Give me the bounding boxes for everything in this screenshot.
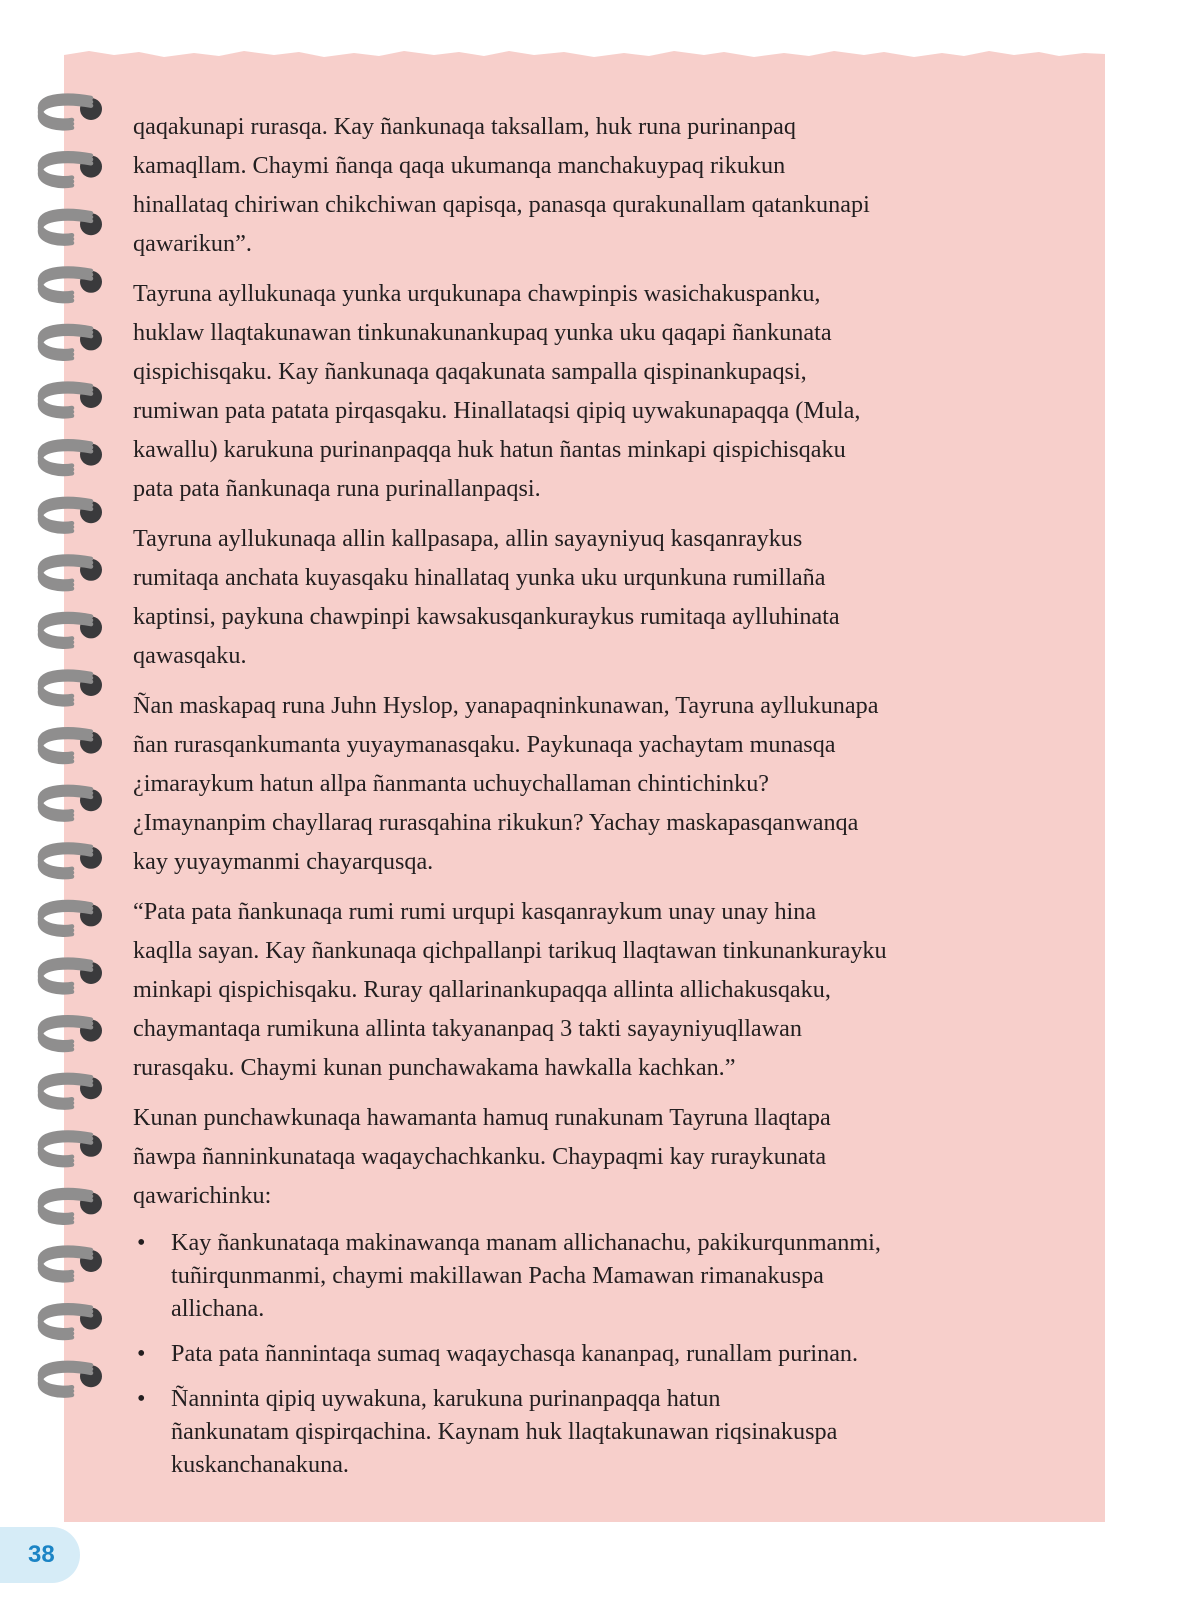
- binding-ring-icon: [40, 211, 102, 244]
- torn-paper-edge: [64, 50, 1105, 64]
- bullet-dot-icon: •: [137, 1340, 146, 1367]
- binding-ring-icon: [40, 902, 102, 935]
- bullet-list: [133, 1226, 1068, 1481]
- binding-ring-icon: [40, 1017, 102, 1050]
- text-line: kawallu) karukuna purinanpaqqa huk hatun ñantas minkapi qispichisqaku: [133, 436, 846, 463]
- bullet-item: [133, 1382, 1068, 1481]
- text-line: qawarichinku:: [133, 1182, 272, 1209]
- bullet-line: allichana.: [171, 1295, 265, 1322]
- text-line: qaqakunapi rurasqa. Kay ñankunaqa taksallam, huk runa purinanpaq: [133, 113, 796, 140]
- text-line: qawarikun”.: [133, 230, 252, 257]
- text-line: rumitaqa anchata kuyasqaku hinallataq yunka uku urqunkuna rumillaña: [133, 564, 826, 591]
- page-number: 38: [28, 1541, 55, 1568]
- text-line: hinallataq chiriwan chikchiwan qapisqa, panasqa qurakunallam qatankunapi: [133, 191, 870, 218]
- bullet-item: [133, 1226, 1068, 1325]
- text-line: Tayruna ayllukunaqa yunka urqukunapa chawpinpis wasichakuspanku,: [133, 280, 821, 307]
- text-line: rumiwan pata patata pirqasqaku. Hinallataqsi qipiq uywakunapaqqa (Mula,: [133, 397, 861, 424]
- binding-ring-icon: [40, 787, 102, 820]
- text-line: kaqlla sayan. Kay ñankunaqa qichpallanpi tarikuq llaqtawan tinkunankurayku: [133, 937, 887, 964]
- binding-ring-icon: [40, 499, 102, 532]
- binding-ring-icon: [40, 1305, 102, 1338]
- text-line: Tayruna ayllukunaqa allin kallpasapa, allin sayayniyuq kasqanraykus: [133, 525, 803, 552]
- paragraph: [133, 1098, 1068, 1215]
- binding-ring-icon: [40, 96, 102, 129]
- text-line: Kunan punchawkunaqa hawamanta hamuq runakunam Tayruna llaqtapa: [133, 1104, 831, 1131]
- paragraph: [133, 107, 1068, 263]
- binding-ring-icon: [40, 1075, 102, 1108]
- text-line: ñan rurasqankumanta yuyaymanasqaku. Paykunaqa yachaytam munasqa: [133, 731, 836, 758]
- bullet-item: [133, 1337, 1068, 1370]
- text-line: ¿Imaynanpim chayllaraq rurasqahina rikukun? Yachay maskapasqanwanqa: [133, 809, 859, 836]
- paragraph: [133, 274, 1068, 508]
- text-line: Ñan maskapaq runa Juhn Hyslop, yanapaqninkunawan, Tayruna ayllukunapa: [133, 692, 879, 719]
- spiral-binding: [0, 0, 130, 1600]
- text-line: rurasqaku. Chaymi kunan punchawakama hawkalla kachkan.”: [133, 1054, 736, 1081]
- binding-ring-icon: [40, 1363, 102, 1396]
- text-line: minkapi qispichisqaku. Ruray qallarinankupaqqa allinta allichakusqaku,: [133, 976, 831, 1003]
- binding-ring-icon: [40, 672, 102, 705]
- text-line: chaymantaqa rumikuna allinta takyananpaq 3 takti sayayniyuqllawan: [133, 1015, 802, 1042]
- binding-ring-icon: [40, 960, 102, 993]
- bullet-dot-icon: •: [137, 1385, 146, 1412]
- paragraph: [133, 686, 1068, 881]
- binding-ring-icon: [40, 326, 102, 359]
- binding-ring-icon: [40, 441, 102, 474]
- paragraph: [133, 892, 1068, 1087]
- bullet-line: ñankunatam qispirqachina. Kaynam huk llaqtakunawan riqsinakuspa: [171, 1418, 838, 1445]
- binding-ring-icon: [40, 729, 102, 762]
- text-line: ¿imaraykum hatun allpa ñanmanta uchuychallaman chintichinku?: [133, 770, 770, 797]
- bullet-line: Ñanninta qipiq uywakuna, karukuna purinanpaqqa hatun: [171, 1385, 721, 1412]
- text-line: kay yuyaymanmi chayarqusqa.: [133, 848, 434, 875]
- binding-ring-icon: [40, 1190, 102, 1223]
- bullet-line: tuñirqunmanmi, chaymi makillawan Pacha Mamawan rimanakuspa: [171, 1262, 824, 1289]
- binding-ring-icon: [40, 844, 102, 877]
- text-line: qawasqaku.: [133, 642, 247, 669]
- binding-ring-icon: [40, 614, 102, 647]
- binding-ring-icon: [40, 1248, 102, 1281]
- binding-ring-icon: [40, 153, 102, 186]
- bullet-dot-icon: •: [137, 1229, 146, 1256]
- binding-ring-icon: [40, 1132, 102, 1165]
- page-content: [133, 107, 1068, 1493]
- text-line: ñawpa ñanninkunataqa waqaychachkanku. Chaypaqmi kay ruraykunata: [133, 1143, 827, 1170]
- binding-ring-icon: [40, 384, 102, 417]
- bullet-line: kuskanchanakuna.: [171, 1451, 349, 1478]
- text-line: kaptinsi, paykuna chawpinpi kawsakusqankuraykus rumitaqa aylluhinata: [133, 603, 840, 630]
- paragraph: [133, 519, 1068, 675]
- bullet-line: Pata pata ñannintaqa sumaq waqaychasqa kananpaq, runallam purinan.: [171, 1340, 859, 1367]
- text-line: pata pata ñankunaqa runa purinallanpaqsi.: [133, 475, 541, 502]
- binding-ring-icon: [40, 268, 102, 301]
- text-line: qispichisqaku. Kay ñankunaqa qaqakunata sampalla qispinankupaqsi,: [133, 358, 807, 385]
- text-line: kamaqllam. Chaymi ñanqa qaqa ukumanqa manchakuypaq rikukun: [133, 152, 786, 179]
- text-line: huklaw llaqtakunawan tinkunakunankupaq yunka uku qaqapi ñankunata: [133, 319, 832, 346]
- text-line: “Pata pata ñankunaqa rumi rumi urqupi kasqanraykum unay unay hina: [133, 898, 817, 925]
- binding-ring-icon: [40, 556, 102, 589]
- bullet-line: Kay ñankunataqa makinawanqa manam allichanachu, pakikurqunmanmi,: [171, 1229, 881, 1256]
